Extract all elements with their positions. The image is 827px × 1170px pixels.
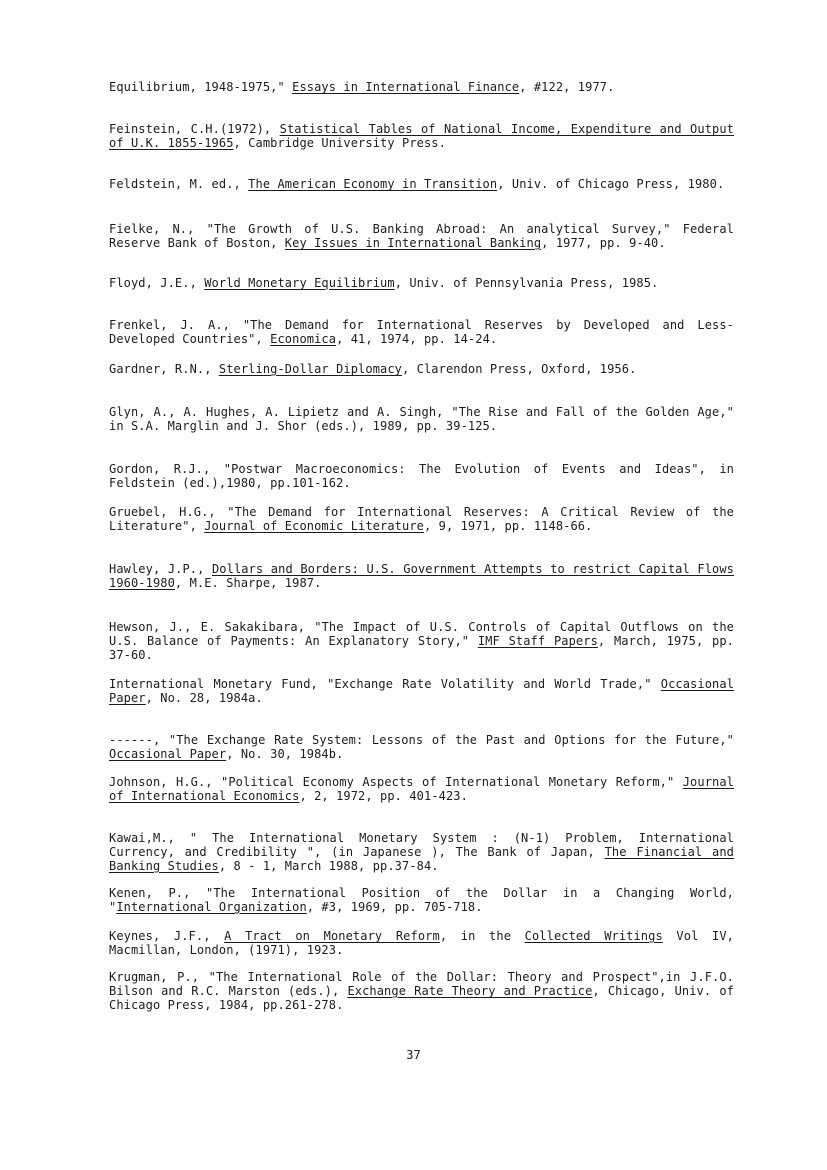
reference-text: , #3, 1969, pp. 705-718. bbox=[306, 900, 483, 914]
reference-title: Occasional Paper bbox=[109, 747, 227, 761]
reference-text: Gardner, R.N., bbox=[109, 362, 219, 376]
reference-entry bbox=[109, 462, 734, 490]
reference-text: , No. 28, 1984a. bbox=[145, 691, 263, 705]
reference-text: Floyd, J.E., bbox=[109, 276, 205, 290]
reference-entry bbox=[109, 733, 734, 761]
reference-text: , March, 1975, pp. 37-60. bbox=[109, 634, 735, 662]
reference-text: ------, "The Exchange Rate System: Lessons of the Past and Options for the Future," bbox=[109, 733, 734, 747]
reference-entry bbox=[109, 276, 734, 290]
reference-title: IMF Staff Papers bbox=[477, 634, 598, 648]
reference-text: Hewson, J., E. Sakakibara, "The Impact of U.S. Controls of Capital Outflows on the U.S. Balance of Payments: An Explanatory Story," bbox=[109, 620, 734, 648]
reference-entry bbox=[109, 405, 734, 433]
reference-entry bbox=[109, 929, 734, 957]
reference-entry bbox=[109, 886, 734, 914]
reference-text: Hawley, J.P., bbox=[109, 562, 212, 576]
page-number: 37 bbox=[406, 1048, 421, 1062]
reference-title: Key Issues in International Banking bbox=[284, 236, 542, 250]
reference-text: , 8 - 1, March 1988, pp.37-84. bbox=[218, 859, 439, 873]
reference-entry bbox=[109, 677, 734, 705]
reference-entry bbox=[109, 318, 734, 346]
reference-text: , 9, 1971, pp. 1148-66. bbox=[423, 519, 593, 533]
reference-text: Fielke, N., "The Growth of U.S. Banking Abroad: An analytical Survey," Federal Reserve Bank of Boston, bbox=[109, 222, 734, 250]
reference-text: , M.E. Sharpe, 1987. bbox=[174, 576, 322, 590]
reference-title: Exchange Rate Theory and Practice bbox=[347, 984, 593, 998]
reference-title: The American Economy in Transition bbox=[248, 177, 498, 191]
reference-entry bbox=[109, 620, 734, 662]
reference-title: Journal of Economic Literature bbox=[204, 519, 424, 533]
reference-entry bbox=[109, 505, 734, 533]
reference-text: , 2, 1972, pp. 401-423. bbox=[299, 789, 468, 803]
reference-text: , 41, 1974, pp. 14-24. bbox=[336, 332, 498, 346]
reference-title: Sterling-Dollar Diplomacy bbox=[218, 362, 402, 376]
reference-title: Statistical Tables of National Income, Expenditure and Output of U.K. 1855-1965 bbox=[109, 122, 735, 150]
reference-text: , in the bbox=[439, 929, 525, 943]
reference-entry bbox=[109, 222, 734, 250]
reference-title: Collected Writings bbox=[524, 929, 663, 943]
reference-text: Kawai,M., " The International Monetary System : (N-1) Problem, International Currency, and Credibility ", (in Japanese ), The Bank of Japan, bbox=[109, 831, 734, 859]
reference-text: Johnson, H.G., "Political Economy Aspects of International Monetary Reform," bbox=[109, 775, 683, 789]
reference-text: International Monetary Fund, "Exchange Rate Volatility and World Trade," bbox=[109, 677, 661, 691]
reference-text: Krugman, P., "The International Role of the Dollar: Theory and Prospect",in J.F.O. Bilson and R.C. Marston (eds.), bbox=[109, 970, 734, 998]
reference-text: Kenen, P., "The International Position of the Dollar in a Changing World, " bbox=[109, 886, 734, 914]
reference-title: Dollars and Borders: U.S. Government Attempts to restrict Capital Flows 1960-1980 bbox=[109, 562, 734, 590]
reference-entry bbox=[109, 562, 734, 590]
reference-text: , No. 30, 1984b. bbox=[226, 747, 344, 761]
reference-entry bbox=[109, 177, 734, 191]
reference-text: Vol IV, Macmillan, London, (1971), 1923. bbox=[109, 929, 734, 957]
reference-title: Economica bbox=[270, 332, 337, 346]
reference-entry bbox=[109, 362, 734, 376]
reference-text: Glyn, A., A. Hughes, A. Lipietz and A. Singh, "The Rise and Fall of the Golden Age," in S.A. Marglin and J. Shor (eds.), 1989, pp. 39-125. bbox=[109, 405, 734, 433]
reference-title: Occasional Paper bbox=[109, 677, 734, 705]
reference-text: , 1977, pp. 9-40. bbox=[541, 236, 666, 250]
reference-text: Gruebel, H.G., "The Demand for International Reserves: A Critical Review of the Literature", bbox=[109, 505, 734, 533]
reference-text: Frenkel, J. A., "The Demand for International Reserves by Developed and Less-Developed Countries", bbox=[109, 318, 734, 346]
reference-text: , Univ. of Chicago Press, 1980. bbox=[497, 177, 725, 191]
reference-text: , #122, 1977. bbox=[519, 80, 615, 94]
reference-text: , Cambridge University Press. bbox=[233, 136, 446, 150]
reference-text: , Chicago, Univ. of Chicago Press, 1984, pp.261-278. bbox=[109, 984, 734, 1012]
reference-text: Gordon, R.J., "Postwar Macroeconomics: The Evolution of Events and Ideas", in Feldstein (ed.),1980, pp.101-162. bbox=[109, 462, 734, 490]
reference-entry bbox=[109, 970, 734, 1012]
reference-text: Keynes, J.F., bbox=[109, 929, 225, 943]
reference-text: , Univ. of Pennsylvania Press, 1985. bbox=[394, 276, 659, 290]
reference-text: Feldstein, M. ed., bbox=[109, 177, 249, 191]
reference-entry bbox=[109, 80, 734, 94]
reference-title: The Financial and Banking Studies bbox=[109, 845, 734, 873]
reference-title: A Tract on Monetary Reform bbox=[224, 929, 440, 943]
reference-title: World Monetary Equilibrium bbox=[204, 276, 395, 290]
reference-text: , Clarendon Press, Oxford, 1956. bbox=[402, 362, 637, 376]
reference-title: Essays in International Finance bbox=[292, 80, 520, 94]
reference-entry bbox=[109, 122, 734, 150]
reference-title: International Organization bbox=[116, 900, 307, 914]
reference-text: Equilibrium, 1948-1975," bbox=[109, 80, 293, 94]
reference-entry bbox=[109, 831, 734, 873]
reference-text: Feinstein, C.H.(1972), bbox=[109, 122, 280, 136]
reference-title: Journal of International Economics bbox=[109, 775, 734, 803]
reference-entry bbox=[109, 775, 734, 803]
